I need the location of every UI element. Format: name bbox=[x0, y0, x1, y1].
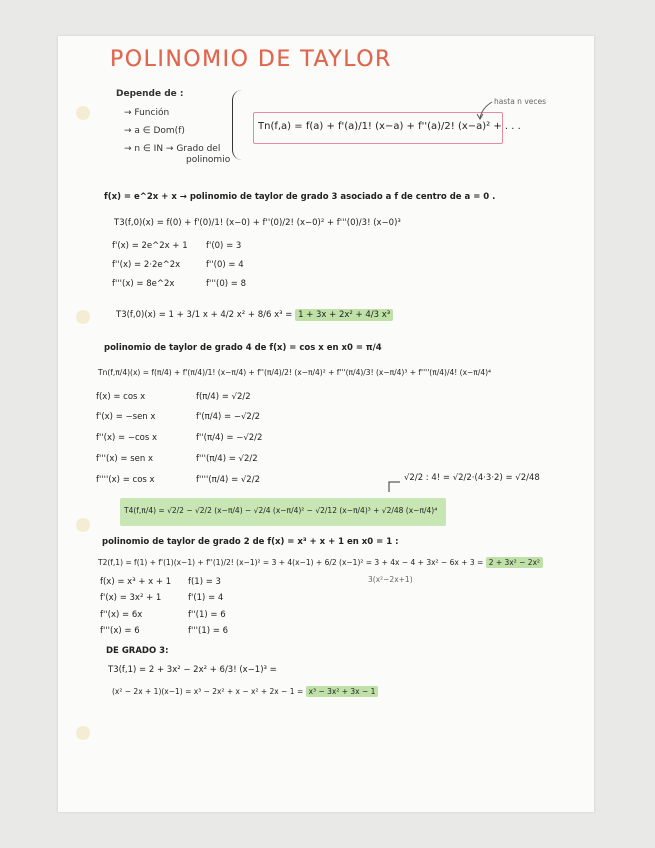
ex3-deriv: f''(x) = 6x bbox=[100, 610, 143, 620]
ex2-result-highlight: T4(f,π/4) = √2/2 − √2/2 (x−π/4) − √2/4 (x−π/4)² − √2/12 (x−π/4)³ + √2/48 (x−π/4)⁴ bbox=[124, 506, 438, 515]
ex2-heading: polinomio de taylor de grado 4 de f(x) = cos x en x0 = π/4 bbox=[104, 343, 382, 353]
ex3-grade3-expand-prefix: (x² − 2x + 1)(x−1) = x³ − 2x² + x − x² + 2x − 1 = bbox=[112, 687, 304, 696]
ex3-small-note: 3(x²−2x+1) bbox=[368, 575, 413, 584]
depends-item-suffix: polinomio bbox=[186, 155, 231, 165]
ex1-deriv: f'''(x) = 8e^2x bbox=[112, 279, 175, 289]
ex3-heading: polinomio de taylor de grado 2 de f(x) = x³ + x + 1 en x0 = 1 : bbox=[102, 537, 399, 547]
ex3-deriv: f'(x) = 3x² + 1 bbox=[100, 593, 162, 603]
depends-label: Depende de : bbox=[116, 89, 184, 99]
ex1-result-prefix: T3(f,0)(x) = 1 + 3/1 x + 4/2 x² + 8/6 x³ = bbox=[116, 310, 293, 320]
ex2-deriv: f'(x) = −sen x bbox=[96, 412, 156, 422]
ex1-result bbox=[116, 311, 393, 320]
ex2-value: f'''(π/4) = √2/2 bbox=[196, 454, 258, 464]
ex1-deriv: f''(x) = 2·2e^2x bbox=[112, 260, 181, 270]
ex2-value: f''(π/4) = −√2/2 bbox=[196, 433, 263, 443]
ex3-grade3-expand bbox=[112, 688, 378, 696]
ex1-deriv: f'(x) = 2e^2x + 1 bbox=[112, 241, 188, 251]
ex1-value: f''(0) = 4 bbox=[206, 260, 244, 270]
ex2-value: f(π/4) = √2/2 bbox=[196, 392, 251, 402]
ex2-deriv: f(x) = cos x bbox=[96, 392, 146, 402]
ex3-grade3-formula: T3(f,1) = 2 + 3x² − 2x² + 6/3! (x−1)³ = bbox=[108, 665, 277, 675]
ex3-deriv: f(x) = x³ + x + 1 bbox=[100, 577, 172, 587]
ex3-deriv: f'''(x) = 6 bbox=[100, 626, 140, 636]
ex1-heading: f(x) = e^2x + x → polinomio de taylor de grado 3 asociado a f de centro de a = 0 . bbox=[104, 192, 496, 202]
ex1-value: f'''(0) = 8 bbox=[206, 279, 246, 289]
ex1-result-highlight: 1 + 3x + 2x² + 4/3 x³ bbox=[295, 309, 393, 321]
ex3-grade3-highlight: x³ − 3x² + 3x − 1 bbox=[306, 686, 379, 697]
depends-item: → Función bbox=[124, 108, 170, 118]
ex1-value: f'(0) = 3 bbox=[206, 241, 242, 251]
ex2-value: f'(π/4) = −√2/2 bbox=[196, 412, 261, 422]
page-title: POLINOMIO DE TAYLOR bbox=[110, 47, 392, 72]
ex2-formula: Tn(f,π/4)(x) = f(π/4) + f'(π/4)/1! (x−π/4) + f''(π/4)/2! (x−π/4)² + f'''(π/4)/3! (x−π/4)³ + f''''(π/4)/4! (x−π/4)⁴ bbox=[98, 368, 492, 377]
ex3-value: f'(1) = 4 bbox=[188, 593, 224, 603]
ex2-deriv: f''''(x) = cos x bbox=[96, 475, 155, 485]
ex3-value: f'''(1) = 6 bbox=[188, 626, 228, 636]
ex2-value: f''''(π/4) = √2/2 bbox=[196, 475, 260, 485]
main-note: hasta n veces bbox=[494, 97, 547, 106]
ex3-value: f''(1) = 6 bbox=[188, 610, 226, 620]
ex3-value: f(1) = 3 bbox=[188, 577, 221, 587]
ex3-formula bbox=[98, 559, 543, 567]
ex3-formula-prefix: T2(f,1) = f(1) + f'(1)(x−1) + f''(1)/2! (x−1)² = 3 + 4(x−1) + 6/2 (x−1)² = 3 + 4x − 4 + 3x² − 6x + 3 = bbox=[98, 558, 484, 567]
depends-item: → a ∈ Dom(f) bbox=[124, 126, 185, 136]
depends-item: → n ∈ IN → Grado del bbox=[124, 144, 221, 154]
ex2-deriv: f'''(x) = sen x bbox=[96, 454, 153, 464]
ex2-side-calc: √2/2 : 4! = √2/2·(4·3·2) = √2/48 bbox=[404, 473, 540, 483]
ex3-formula-highlight: 2 + 3x² − 2x² bbox=[486, 557, 543, 568]
ex2-deriv: f''(x) = −cos x bbox=[96, 433, 158, 443]
ex1-formula: T3(f,0)(x) = f(0) + f'(0)/1! (x−0) + f''(0)/2! (x−0)² + f'''(0)/3! (x−0)³ bbox=[114, 218, 401, 228]
ex3-grade3-label: DE GRADO 3: bbox=[106, 646, 169, 656]
main-formula: Tn(f,a) = f(a) + f'(a)/1! (x−a) + f''(a)/2! (x−a)² + . . . bbox=[258, 121, 521, 132]
